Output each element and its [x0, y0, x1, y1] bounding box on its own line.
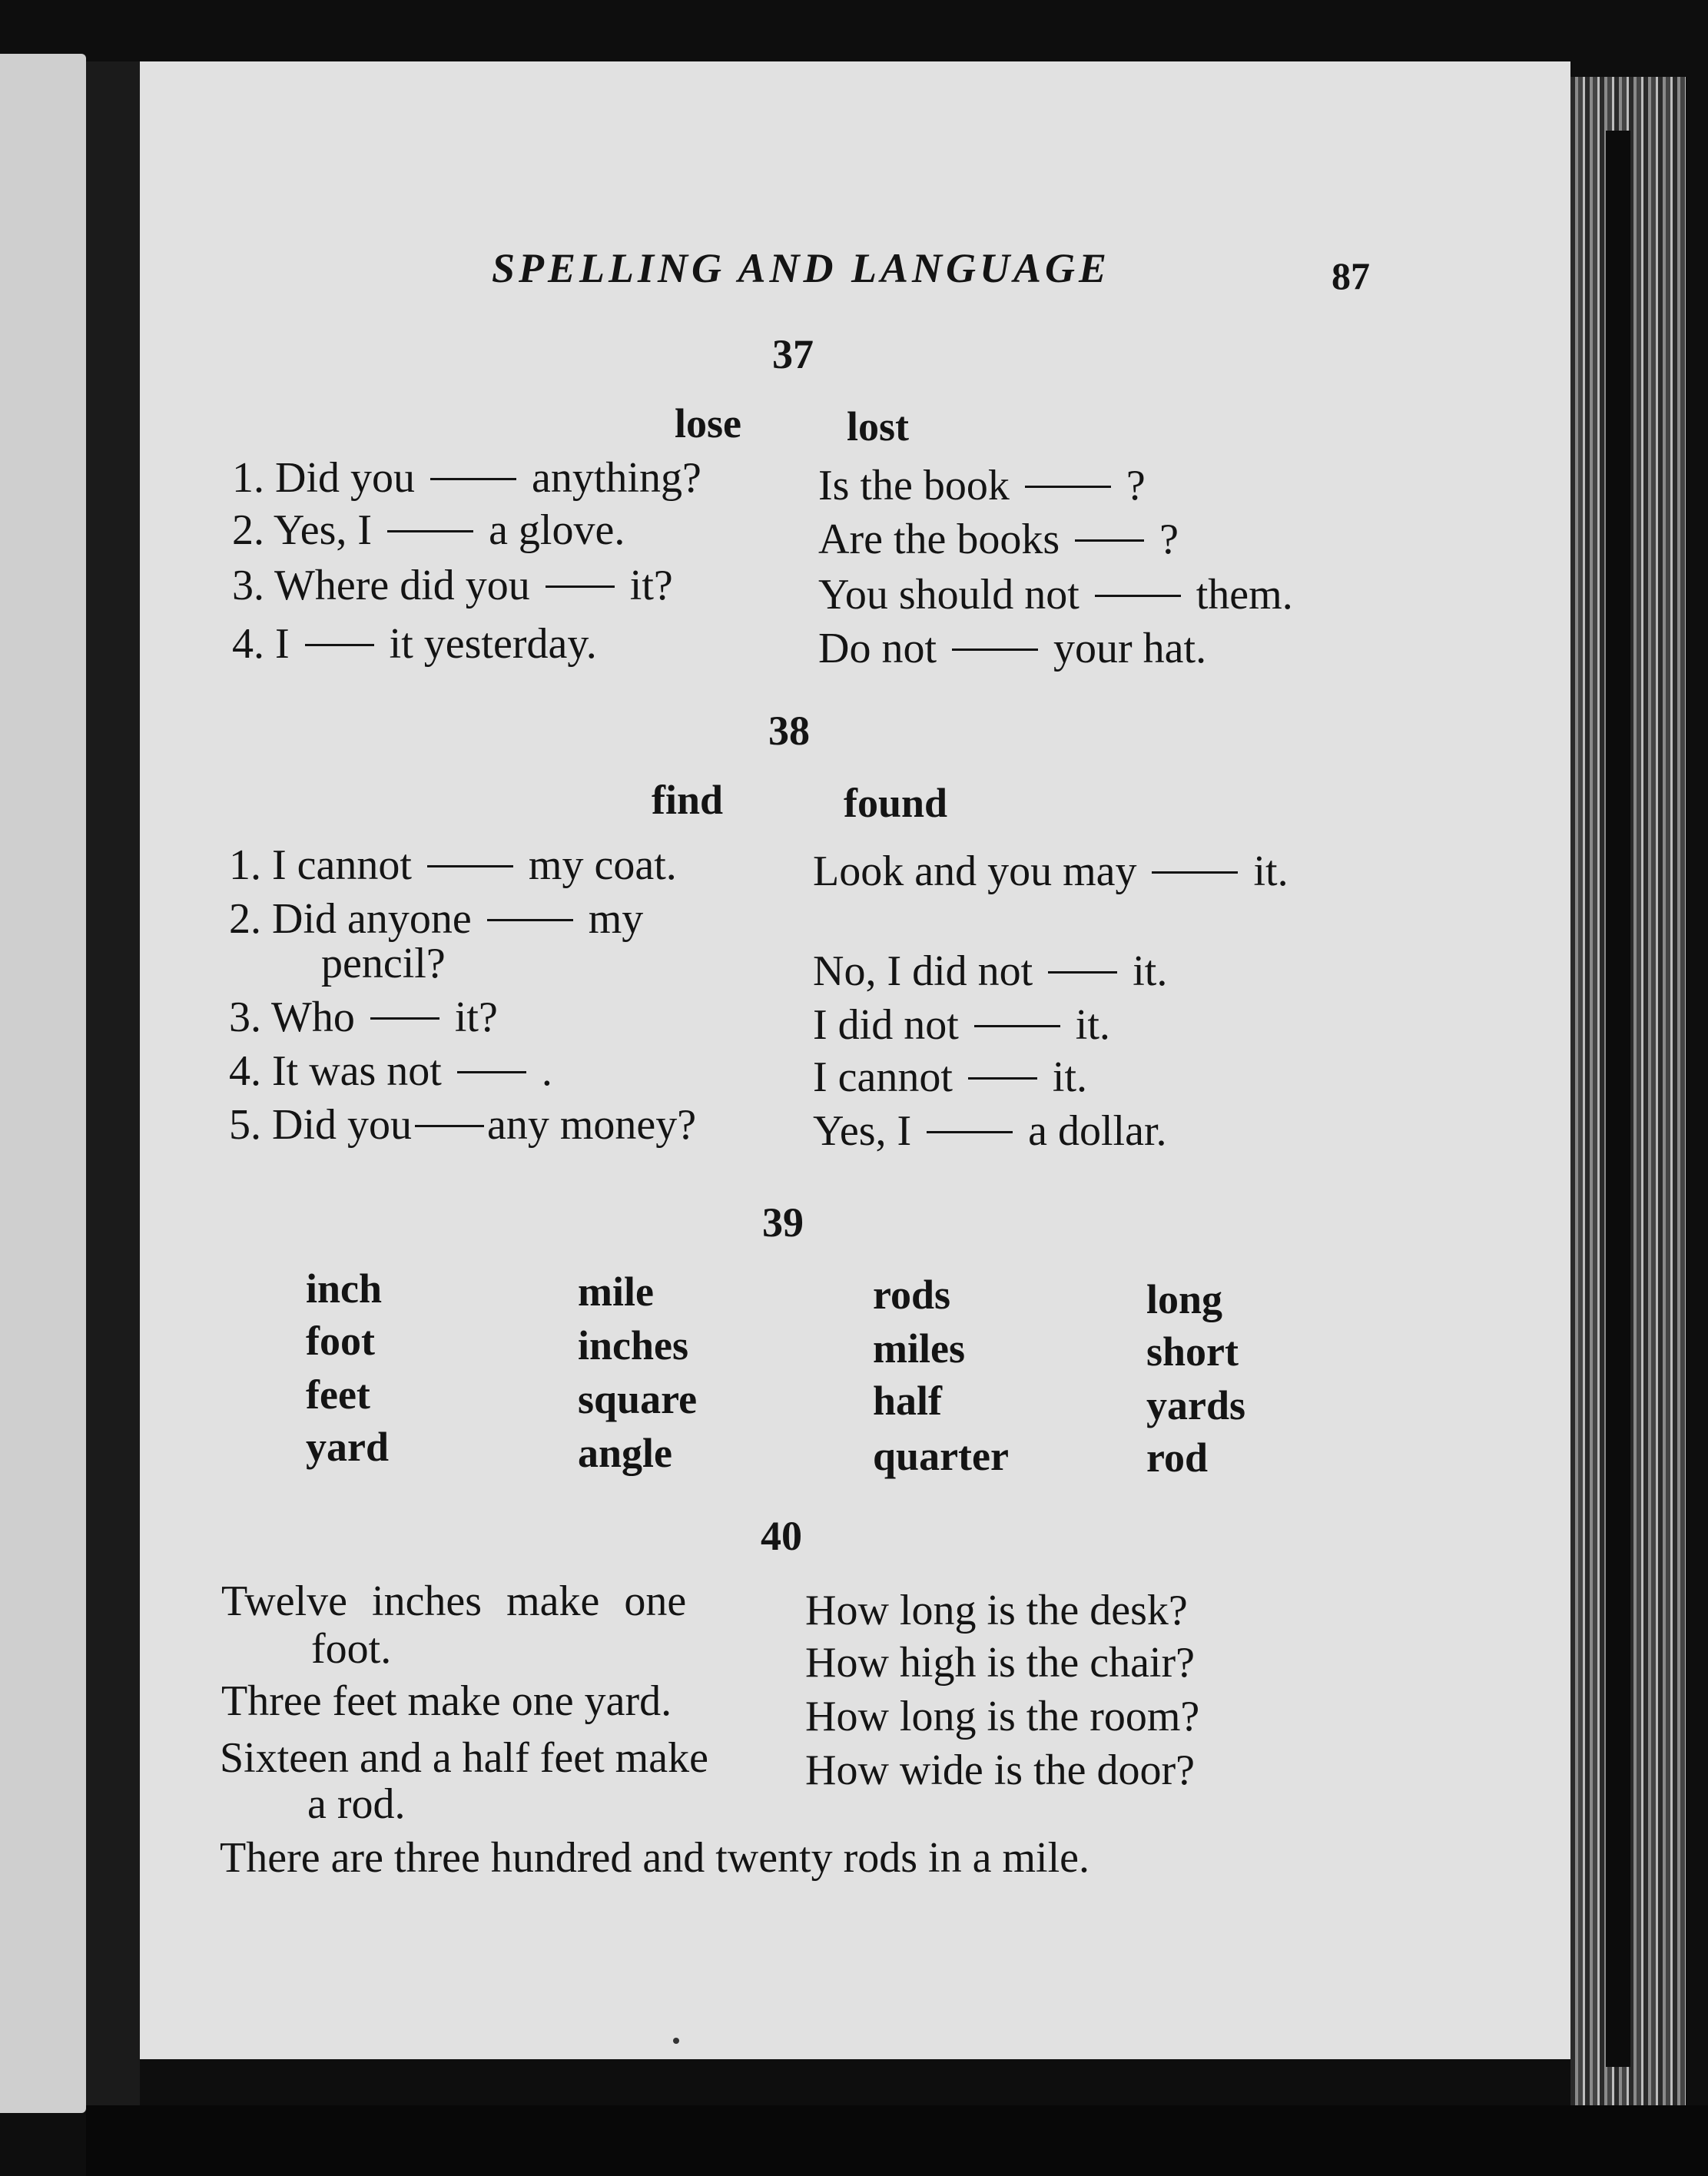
- exercise-line: Yes, I a dollar.: [813, 1107, 1167, 1155]
- spelling-word: quarter: [873, 1433, 1009, 1479]
- exercise-line: 1. I cannot my coat.: [229, 841, 677, 889]
- text-line: Three feet make one yard.: [221, 1677, 672, 1725]
- text-line: Twelve inches make one: [221, 1577, 687, 1625]
- question-line: How long is the room?: [805, 1693, 1200, 1740]
- section-number-39: 39: [762, 1199, 804, 1246]
- exercise-line: Look and you may it.: [813, 848, 1288, 895]
- page-number: 87: [1332, 254, 1370, 297]
- column-head-found: found: [844, 780, 948, 826]
- spelling-word: inches: [578, 1322, 689, 1368]
- exercise-line: 1. Did you anything?: [232, 454, 701, 502]
- text-line: a rod.: [307, 1780, 406, 1828]
- exercise-line: 3. Where did you it?: [232, 562, 673, 609]
- spelling-word: rod: [1146, 1435, 1209, 1481]
- spelling-word: miles: [873, 1325, 965, 1372]
- exercise-line: No, I did not it.: [813, 947, 1168, 995]
- question-line: How high is the chair?: [805, 1639, 1195, 1687]
- spelling-word: square: [578, 1376, 698, 1422]
- scan-speck: [673, 2038, 679, 2044]
- column-head-lose: lose: [675, 400, 741, 446]
- exercise-line: Is the book ?: [818, 462, 1146, 509]
- exercise-line: 2. Did anyone my: [229, 895, 644, 943]
- spelling-word: mile: [578, 1269, 654, 1315]
- exercise-line: Do not your hat.: [818, 625, 1207, 672]
- section-number-40: 40: [761, 1513, 802, 1559]
- exercise-line: 5. Did you any money?: [229, 1101, 697, 1149]
- closing-line: There are three hundred and twenty rods in a mile.: [220, 1834, 1090, 1882]
- exercise-line: You should not them.: [818, 571, 1293, 619]
- exercise-line: 4. It was not .: [229, 1047, 552, 1095]
- spelling-word: yards: [1146, 1382, 1246, 1428]
- question-line: How long is the desk?: [805, 1587, 1188, 1634]
- exercise-line: 3. Who it?: [229, 993, 498, 1041]
- exercise-line-continuation: pencil?: [321, 940, 446, 987]
- spelling-word: angle: [578, 1430, 673, 1476]
- exercise-line: Are the books ?: [818, 516, 1179, 563]
- spelling-word: feet: [306, 1372, 370, 1418]
- text-line: Sixteen and a half feet make: [220, 1734, 708, 1782]
- running-header: SPELLING AND LANGUAGE: [492, 245, 1111, 291]
- section-number-38: 38: [768, 708, 810, 754]
- book-spine: [86, 61, 140, 2105]
- column-head-lost: lost: [847, 403, 909, 449]
- exercise-line: 2. Yes, I a glove.: [232, 506, 625, 554]
- spelling-word: yard: [306, 1424, 389, 1470]
- section-number-37: 37: [772, 331, 814, 377]
- exercise-line: 4. I it yesterday.: [232, 620, 597, 668]
- text-line: foot.: [311, 1625, 392, 1673]
- exercise-line: I did not it.: [813, 1001, 1110, 1049]
- exercise-line: I cannot it.: [813, 1053, 1088, 1101]
- spelling-word: foot: [306, 1318, 375, 1364]
- spelling-word: short: [1146, 1328, 1239, 1375]
- spelling-word: half: [873, 1378, 943, 1424]
- spelling-word: inch: [306, 1265, 383, 1312]
- binding-shadow: [1606, 131, 1630, 2067]
- scan-border: [86, 2105, 1708, 2176]
- spelling-word: long: [1146, 1276, 1223, 1322]
- facing-page-edge: [0, 54, 86, 2113]
- question-line: How wide is the door?: [805, 1746, 1196, 1794]
- spelling-word: rods: [873, 1272, 951, 1318]
- column-head-find: find: [652, 777, 724, 823]
